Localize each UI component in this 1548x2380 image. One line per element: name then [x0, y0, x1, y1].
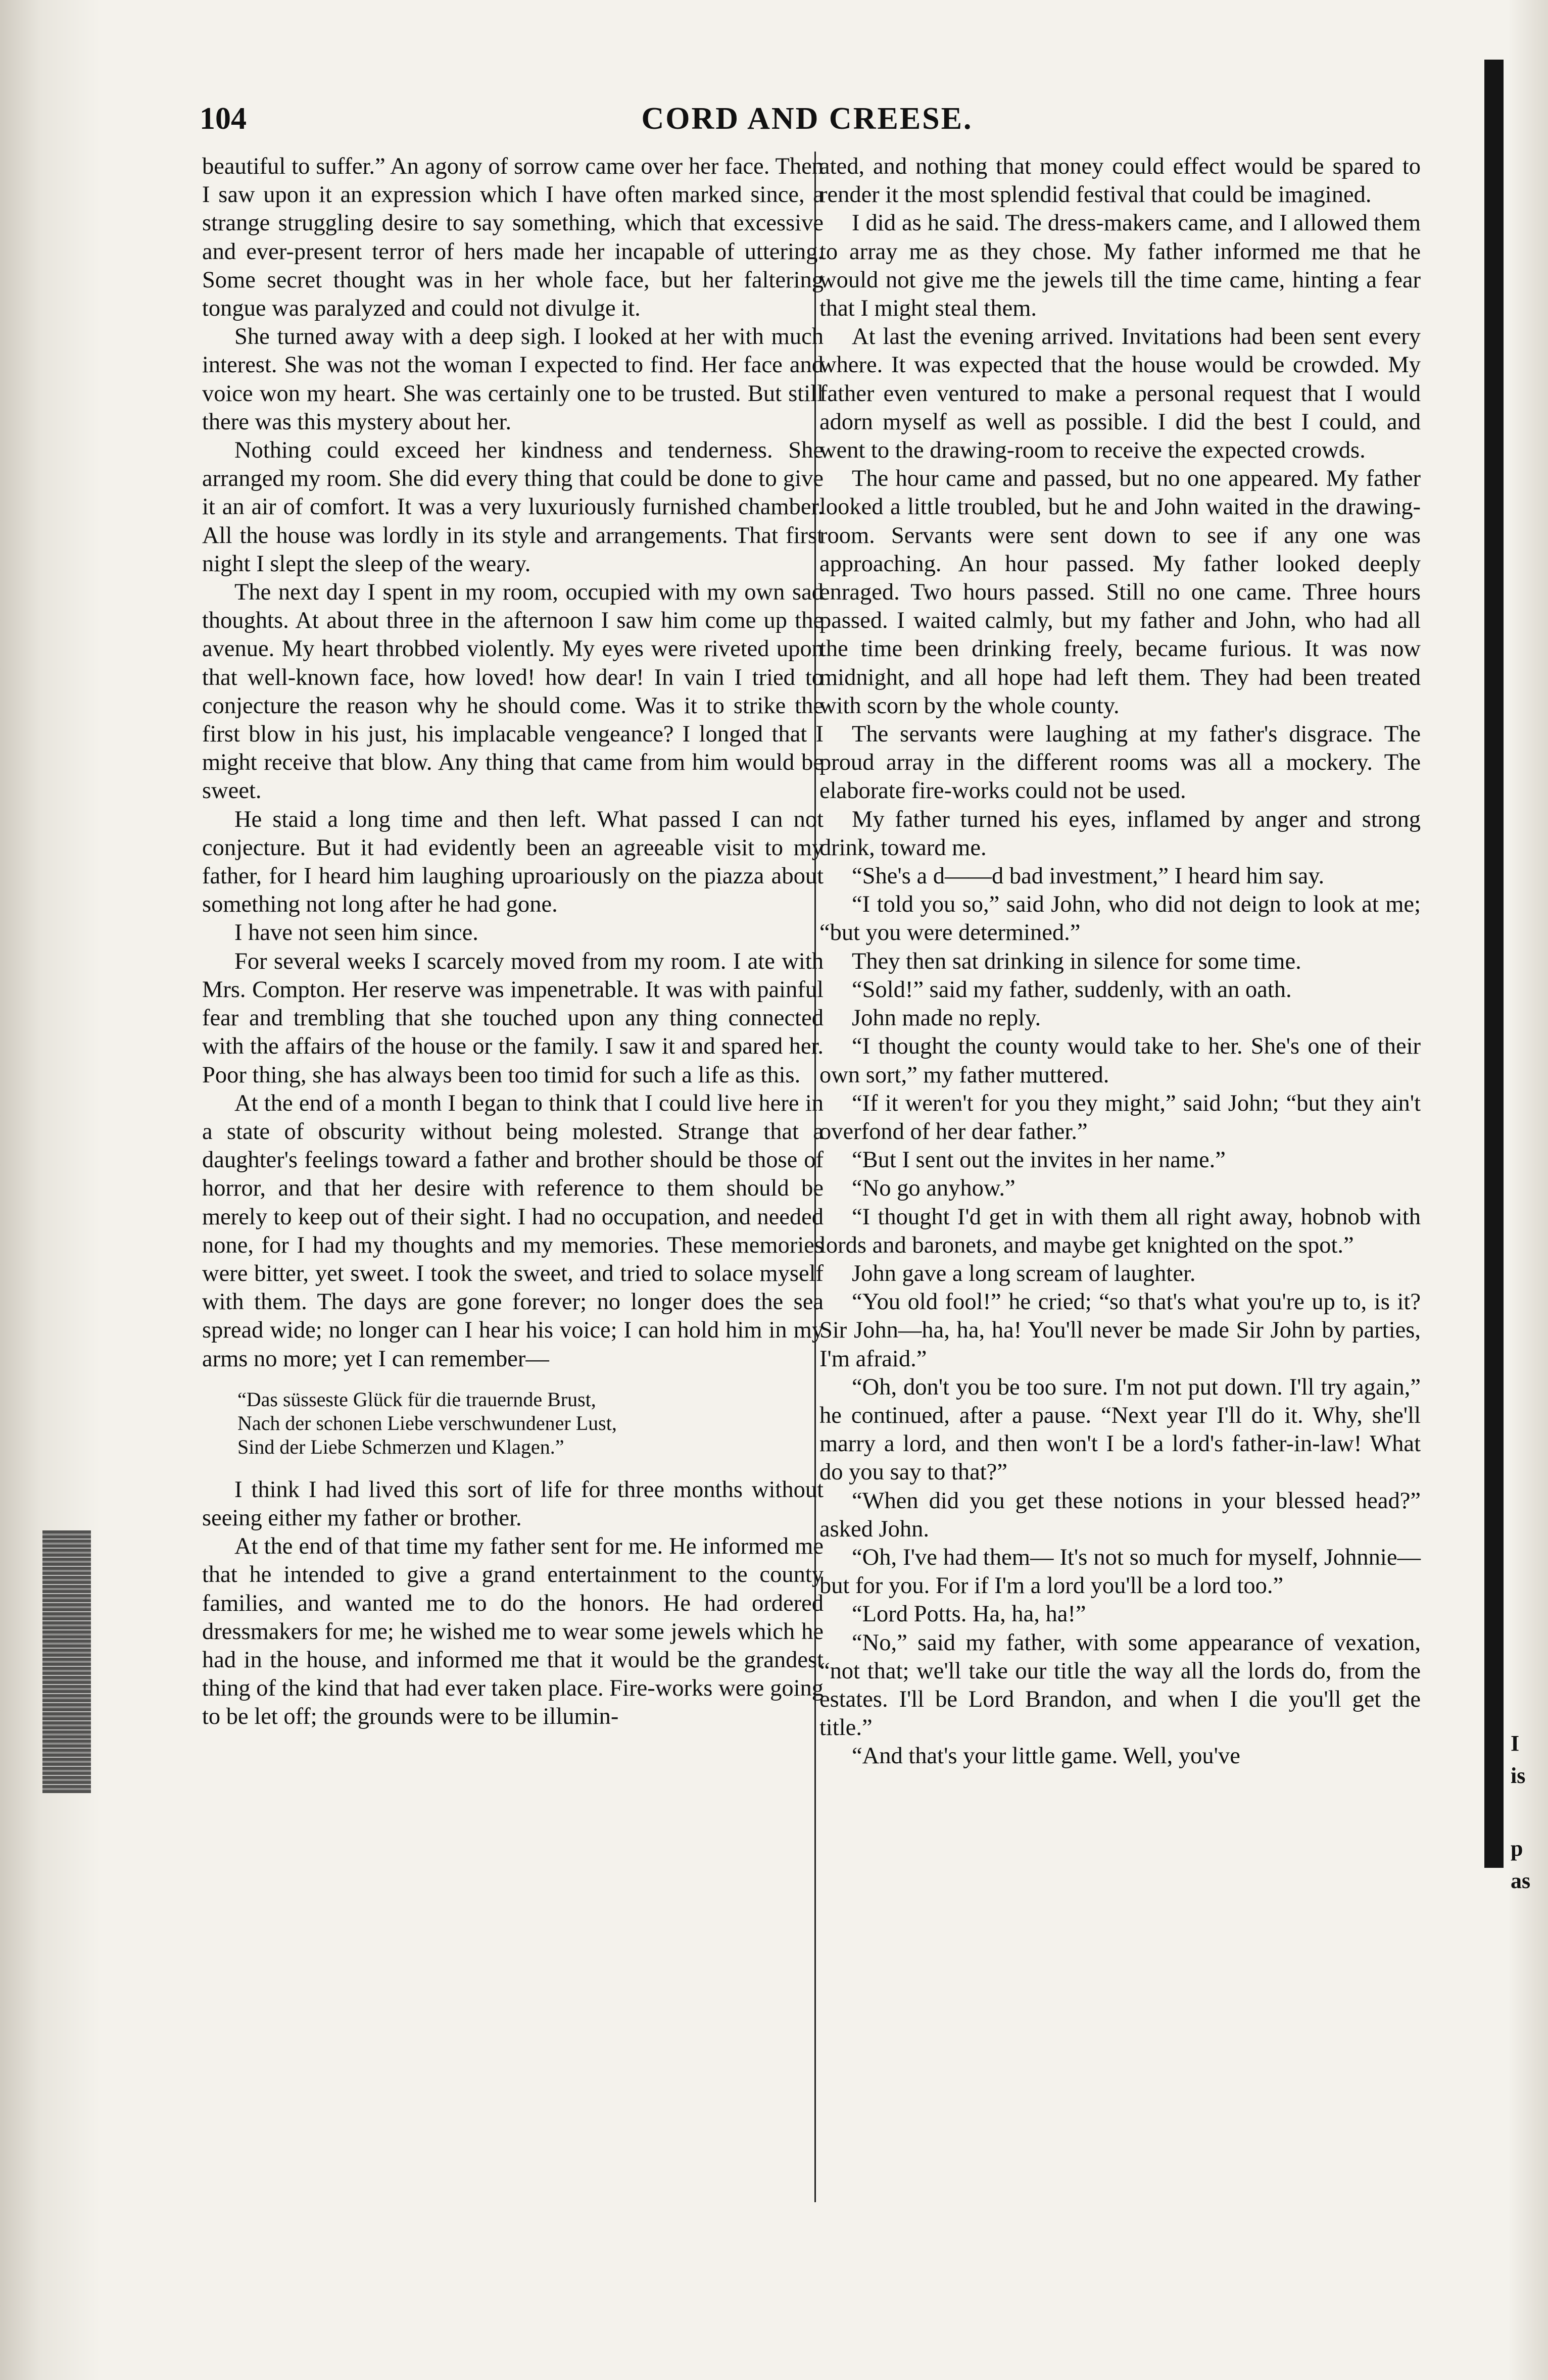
paragraph: “I thought I'd get in with them all right away, hobnob with lords and baronets, and maybe get knighted on the spot.”	[819, 1204, 1421, 1258]
verse-line: Nach der schonen Liebe verschwundener Lust,	[237, 1411, 617, 1434]
paragraph: Nothing could exceed her kindness and tenderness. She arranged my room. She did every thing that could be done to give it an air of comfort. It was a very luxuriously furnished chamber. All the house was lordly in its style and arrangements. That first night I slept the sleep of the weary.	[202, 437, 824, 577]
paragraph: “If it weren't for you they might,” said John; “but they ain't overfond of her dear father.”	[819, 1090, 1421, 1145]
scan-shadow-left	[0, 0, 101, 2380]
facing-page-edge	[1484, 60, 1504, 1868]
margin-gap	[1511, 1792, 1541, 1832]
paragraph: She turned away with a deep sigh. I looked at her with much interest. She was not the woman I expected to find. Her face and voice won my heart. She was certainly one to be trusted. But still there was this mystery about her.	[202, 324, 824, 435]
margin-fragment: is	[1511, 1763, 1526, 1788]
paragraph: John gave a long scream of laughter.	[852, 1260, 1196, 1286]
paragraph: They then sat drinking in silence for some time.	[852, 948, 1301, 974]
paragraph: At last the evening arrived. Invitations had been sent every where. It was expected that the house would be crowded. My father even ventured to make a personal request that I would adorn myself as well as possible. I did the best I could, and went to the drawing-room to receive the expected crowds.	[819, 324, 1421, 464]
paragraph: John made no reply.	[852, 1005, 1041, 1031]
paragraph: At the end of that time my father sent for me. He informed me that he intended to give a grand entertainment to the county families, and wanted me to do the honors. He had ordered dressmakers for me; he wished me to wear some jewels which he had in the house, and informed me that it would be the grandest thing of the kind that had ever taken place. Fire-works were going to be let off; the grounds were to be illumin-	[202, 1533, 824, 1730]
scan-shadow-right	[1508, 0, 1548, 2380]
paragraph: “I thought the county would take to her. She's one of their own sort,” my father muttered.	[819, 1033, 1421, 1088]
paragraph: For several weeks I scarcely moved from my room. I ate with Mrs. Compton. Her reserve was impenetrable. It was with painful fear and trembling that she touched upon any thing connected with the affairs of the house or the family. I saw it and spared her. Poor thing, she has always been too timid for such a life as this.	[202, 948, 824, 1088]
paragraph: I have not seen him since.	[234, 920, 478, 946]
paragraph: “When did you get these notions in your blessed head?” asked John.	[819, 1488, 1421, 1542]
paragraph: The servants were laughing at my father's disgrace. The proud array in the different rooms was all a mockery. The elaborate fire-works could not be used.	[819, 721, 1421, 804]
paragraph: I did as he said. The dress-makers came, and I allowed them to array me as they chose. My father informed me that he would not give me the jewels till the time came, hinting a fear that I might steal them.	[819, 210, 1421, 322]
paragraph: My father turned his eyes, inflamed by anger and strong drink, toward me.	[819, 806, 1421, 861]
paragraph: At the end of a month I began to think that I could live here in a state of obscurity without being molested. Strange that a daughter's feelings toward a father and brother should be those of horror, and that her desire with reference to them should be merely to keep out of their sight. I had no occupation, and needed none, for I had my thoughts and my memories. These memories were bitter, yet sweet. I took the sweet, and tried to solace myself with them. The days are gone forever; no longer does the sea spread wide; no longer can I hear his voice; I can hold him in my arms no more; yet I can remember—	[202, 1090, 824, 1372]
running-header	[200, 101, 1415, 146]
paragraph: “And that's your little game. Well, you've	[852, 1743, 1240, 1769]
paragraph: “Lord Potts. Ha, ha, ha!”	[852, 1601, 1086, 1627]
paragraph: “Sold!” said my father, suddenly, with an oath.	[852, 976, 1292, 1003]
paragraph: ated, and nothing that money could effect would be spared to render it the most splendid festival that could be imagined.	[819, 154, 1421, 208]
paragraph: “Oh, don't you be too sure. I'm not put down. I'll try again,” he continued, after a pause. “Next year I'll do it. Why, she'll marry a lord, and then won't I be a lord's father-in-law! What do you say to that?”	[819, 1374, 1421, 1485]
paragraph: I think I had lived this sort of life for three months without seeing either my father or brother.	[202, 1476, 824, 1531]
left-column	[202, 153, 824, 1731]
paragraph: “You old fool!” he cried; “so that's what you're up to, is it? Sir John—ha, ha, ha! You'll never be made Sir John by parties, I'm afraid.”	[819, 1289, 1421, 1372]
verse-line: Sind der Liebe Schmerzen und Klagen.”	[237, 1435, 564, 1458]
paragraph: “But I sent out the invites in her name.”	[852, 1147, 1226, 1173]
paragraph: “No go anyhow.”	[852, 1175, 1015, 1202]
paragraph: “No,” said my father, with some appearance of vexation, “not that; we'll take our title the way all the lords do, from the estates. I'll be Lord Brandon, and when I die you'll get the title.”	[819, 1629, 1421, 1741]
paragraph: “Oh, I've had them— It's not so much for myself, Johnnie—but for you. For if I'm a lord you'll be a lord too.”	[819, 1544, 1421, 1599]
paragraph: beautiful to suffer.” An agony of sorrow came over her face. Then I saw upon it an expression which I have often marked since, a strange struggling desire to say something, which that excessive and ever-present terror of hers made her incapable of uttering. Some secret thought was in her whole face, but her faltering tongue was paralyzed and could not divulge it.	[202, 154, 824, 322]
paragraph: The next day I spent in my room, occupied with my own sad thoughts. At about three in the afternoon I saw him come up the avenue. My heart throbbed violently. My eyes were riveted upon that well-known face, how loved! how dear! In vain I tried to conjecture the reason why he should come. Was it to strike the first blow in his just, his implacable vengeance? I longed that I might receive that blow. Any thing that came from him would be sweet.	[202, 579, 824, 804]
paragraph: The hour came and passed, but no one appeared. My father looked a little troubled, but he and John waited in the drawing-room. Servants were sent down to see if any one was approaching. An hour passed. My father looked deeply enraged. Two hours passed. Still no one came. Three hours passed. I waited calmly, but my father and John, who had all the time been drinking freely, became furious. It was now midnight, and all hope had left them. They had been treated with scorn by the whole county.	[819, 466, 1421, 719]
running-title: CORD AND CREESE.	[641, 102, 973, 136]
facing-page-fragments	[1511, 1727, 1541, 1897]
verse-quotation	[237, 1387, 824, 1459]
margin-fragment: I	[1511, 1731, 1520, 1756]
paragraph: “I told you so,” said John, who did not deign to look at me; “but you were determined.”	[819, 891, 1421, 946]
scan-artifact	[42, 1530, 91, 1793]
paragraph: He staid a long time and then left. What passed I can not conjecture. But it had evidently been an agreeable visit to my father, for I heard him laughing uproariously on the piazza about something not long after he had gone.	[202, 806, 824, 918]
right-column	[819, 153, 1421, 1771]
paragraph: “She's a d——d bad investment,” I heard him say.	[852, 863, 1325, 889]
verse-line: “Das süsseste Glück für die trauernde Brust,	[237, 1387, 596, 1411]
margin-fragment: p	[1511, 1836, 1523, 1861]
margin-fragment: as	[1511, 1868, 1531, 1893]
page-number: 104	[200, 102, 247, 136]
